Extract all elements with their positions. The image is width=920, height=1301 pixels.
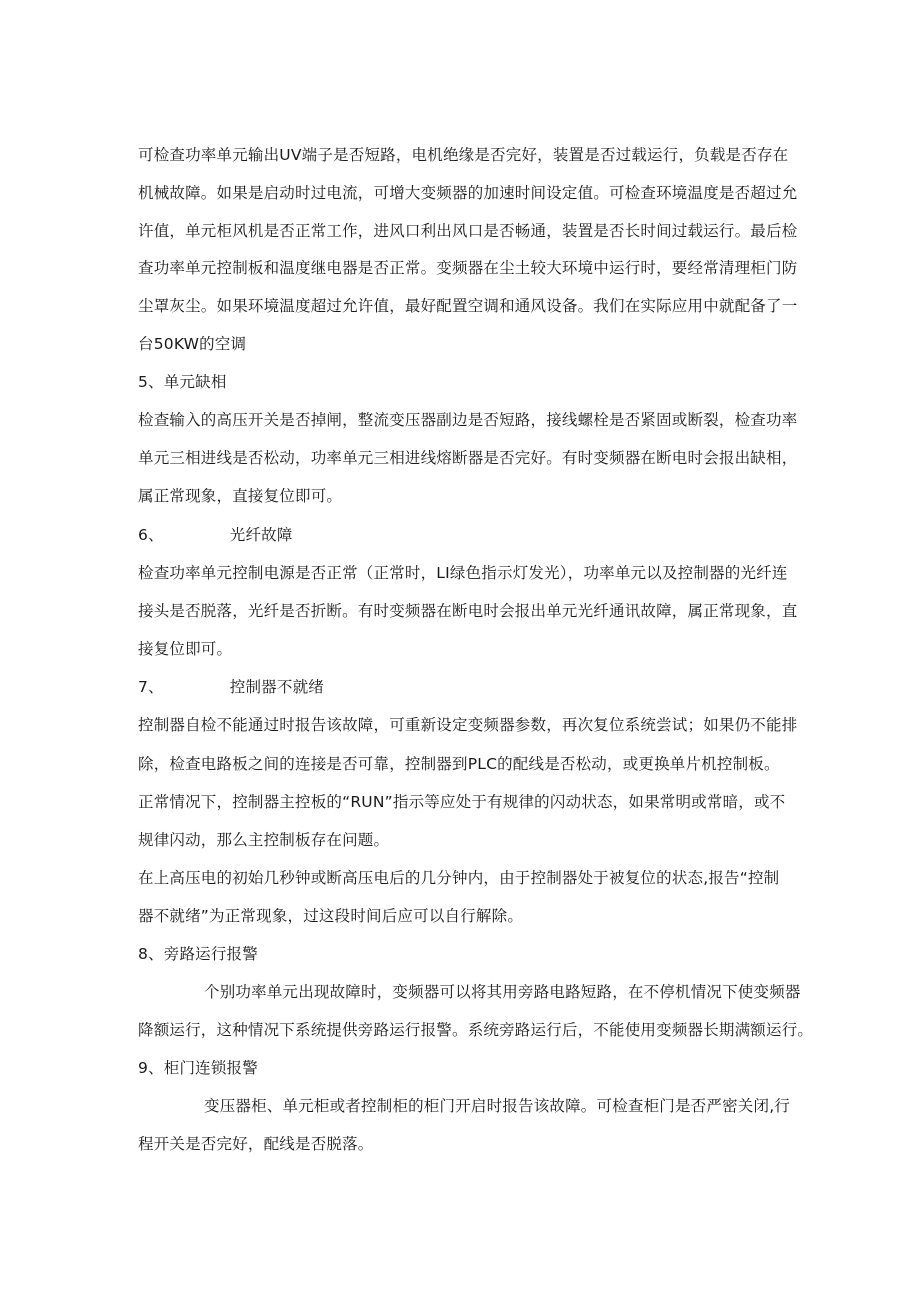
text-line: 规律闪动，那么主控制板存在问题。 — [138, 831, 390, 849]
text-line: 程开关是否完好，配线是否脱落。 — [138, 1135, 374, 1153]
section-number: 7、 — [138, 678, 164, 696]
section-heading-7 — [138, 677, 324, 697]
text-line: 机械故障。如果是启动时过电流，可增大变频器的加速时间设定值。可检查环境温度是否超过允 — [138, 184, 798, 202]
text-line: 正常情况下，控制器主控板的“RUN”指示等应处于有规律的闪动状态，如果常明或常暗，或不 — [138, 793, 786, 811]
section-number: 6、 — [138, 526, 164, 544]
text-line: 控制器自检不能通过时报告该故障，可重新设定变频器参数，再次复位系统尝试；如果仍不能排 — [138, 716, 798, 734]
text-line: 检查输入的高压开关是否掉闸，整流变压器副边是否短路，接线螺栓是否紧固或断裂，检查功率 — [138, 411, 798, 429]
section-heading-5: 5、单元缺相 — [138, 373, 227, 391]
text-line: 属正常现象，直接复位即可。 — [138, 487, 343, 505]
section-heading-9: 9、柜门连锁报警 — [138, 1059, 258, 1077]
text-line-indented: 变压器柜、单元柜或者控制柜的柜门开启时报告该故障。可检查柜门是否严密关闭,行 — [204, 1097, 791, 1115]
text-line: 尘罩灰尘。如果环境温度超过允许值，最好配置空调和通风设备。我们在实际应用中就配备了一 — [138, 297, 798, 315]
text-line: 查功率单元控制板和温度继电器是否正常。变频器在尘土较大环境中运行时，要经常清理柜门防 — [138, 259, 798, 277]
text-line: 检查功率单元控制电源是否正常（正常时，LI绿色指示灯发光），功率单元以及控制器的光纤连 — [138, 564, 788, 582]
text-line: 台50KW的空调 — [138, 335, 247, 353]
section-heading-6 — [138, 525, 293, 545]
section-title: 光纤故障 — [229, 526, 293, 544]
text-line: 除，检查电路板之间的连接是否可靠，控制器到PLC的配线是否松动，或更换单片机控制板。 — [138, 755, 780, 773]
text-line: 可检查功率单元输出UV端子是否短路，电机绝缘是否完好，装置是否过载运行，负载是否存在 — [138, 146, 789, 164]
text-line: 单元三相进线是否松动，功率单元三相进线熔断器是否完好。有时变频器在断电时会报出缺相， — [138, 449, 798, 467]
text-line: 许值，单元柜风机是否正常工作，进风口利出风口是否畅通，装置是否长时间过载运行。最后检 — [138, 222, 798, 240]
section-title: 控制器不就绪 — [229, 678, 324, 696]
text-line: 器不就绪”为正常现象，过这段时间后应可以自行解除。 — [138, 907, 524, 925]
text-line: 接复位即可。 — [138, 640, 233, 658]
text-line: 降额运行，这种情况下系统提供旁路运行报警。系统旁路运行后，不能使用变频器长期满额运行。 — [138, 1021, 814, 1039]
text-line: 接头是否脱落，光纤是否折断。有时变频器在断电时会报出单元光纤通讯故障，属正常现象，直 — [138, 602, 798, 620]
section-heading-8: 8、旁路运行报警 — [138, 945, 258, 963]
text-line: 在上高压电的初始几秒钟或断高压电后的几分钟内，由于控制器处于被复位的状态,报告“控制 — [138, 869, 780, 887]
text-line-indented: 个别功率单元出现故障时，变频器可以将其用旁路电路短路，在不停机情况下使变频器 — [204, 983, 801, 1001]
